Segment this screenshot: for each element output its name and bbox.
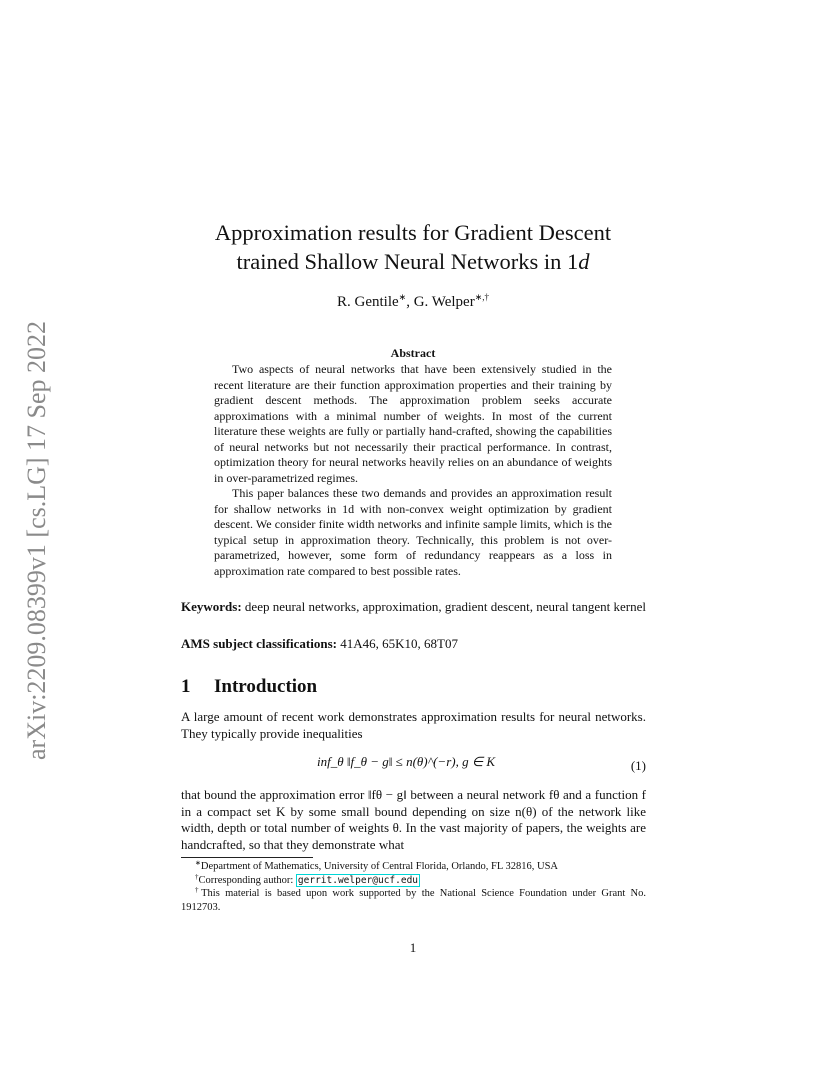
footnote-affiliation bbox=[181, 860, 646, 874]
footnote-funding-mark: † bbox=[195, 886, 202, 894]
author-welper-mark: ∗,† bbox=[474, 292, 489, 302]
section-heading-introduction bbox=[181, 675, 646, 699]
footnote-affiliation-mark: ∗ bbox=[195, 859, 201, 867]
abstract-paragraph-1: Two aspects of neural networks that have been extensively studied in the recent literature are their function approximation properties and their training by gradient descent methods. The approximation problem seeks accurate approximations with a minimal number of weights. In most of the current literature these weights are fully or partially hand-crafted, showing the capabilities of neural networks but not necessarily their practical performance. In contrast, optimization theory for neural networks heavily relies on an abundance of weights in over-parametrized regimes. bbox=[214, 362, 612, 485]
footnotes bbox=[181, 860, 646, 914]
author-welper: G. Welper bbox=[413, 294, 475, 310]
arxiv-identifier: arXiv:2209.08399v1 [cs.LG] 17 Sep 2022 bbox=[22, 320, 51, 760]
footnote-affiliation-text: Department of Mathematics, University of Central Florida, Orlando, FL 32816, USA bbox=[200, 861, 559, 872]
equation-label: (1) bbox=[630, 758, 646, 773]
footnote-funding-text: This material is based upon work supported by the National Science Foundation under Grant No. 1912703. bbox=[181, 888, 647, 913]
section-title: Introduction bbox=[214, 676, 318, 697]
title-math-d: d bbox=[578, 249, 590, 274]
equation-1 bbox=[181, 752, 646, 778]
ams-label: AMS subject classifications: bbox=[181, 636, 337, 651]
author-separator: , bbox=[406, 294, 414, 310]
author-list bbox=[130, 292, 696, 312]
footnote-corresponding-mark: † bbox=[195, 872, 199, 881]
paper-title bbox=[130, 218, 696, 276]
page-number: 1 bbox=[409, 940, 417, 955]
title-line-1: Approximation results for Gradient Descent bbox=[214, 220, 612, 245]
section-number: 1 bbox=[181, 676, 191, 697]
intro-paragraph-2: that bound the approximation error ‖fθ − g‖ between a neural network fθ and a function f in a compact set K by some small bound depending on size n(θ) of the network like width, depth or total number of weights θ. In the vast majority of papers, the weights are handcrafted, so that they demonstrate what bbox=[181, 787, 646, 852]
keywords-text: deep neural networks, approximation, gradient descent, neural tangent kernel bbox=[241, 599, 646, 614]
footnote-corresponding-prefix: Corresponding author: bbox=[198, 874, 296, 886]
abstract-paragraph-2: This paper balances these two demands and provides an approximation result for shallow networks in 1d with non-convex weight optimization by gradient descent. We consider finite width networks and infinite sample limits, which is the typical setup in approximation theory. Technically, this problem is not over-parametrized, however, some form of redundancy reappears as a loss in approximation rate compared to best possible rates. bbox=[214, 486, 612, 578]
abstract-heading: Abstract bbox=[390, 346, 436, 360]
corresponding-email-link[interactable]: gerrit.welper@ucf.edu bbox=[297, 874, 419, 886]
author-gentile-mark: ∗ bbox=[398, 292, 407, 302]
keywords-line bbox=[181, 599, 646, 616]
keywords-label: Keywords: bbox=[181, 599, 242, 614]
ams-text: 41A46, 65K10, 68T07 bbox=[337, 636, 458, 651]
abstract-body bbox=[214, 362, 612, 579]
author-gentile: R. Gentile bbox=[337, 294, 399, 310]
intro-paragraph-1: A large amount of recent work demonstrates approximation results for neural networks. They typically provide inequalities bbox=[181, 709, 646, 741]
ams-classification-line bbox=[181, 636, 646, 653]
equation-body: inf_θ ‖f_θ − g‖ ≤ n(θ)^(−r), g ∈ K bbox=[317, 754, 496, 769]
title-line-2-text: trained Shallow Neural Networks in 1 bbox=[236, 249, 579, 274]
title-line-2 bbox=[130, 247, 696, 276]
footnote-divider bbox=[181, 857, 313, 858]
footnote-corresponding bbox=[181, 874, 646, 888]
footnote-funding bbox=[181, 887, 646, 914]
